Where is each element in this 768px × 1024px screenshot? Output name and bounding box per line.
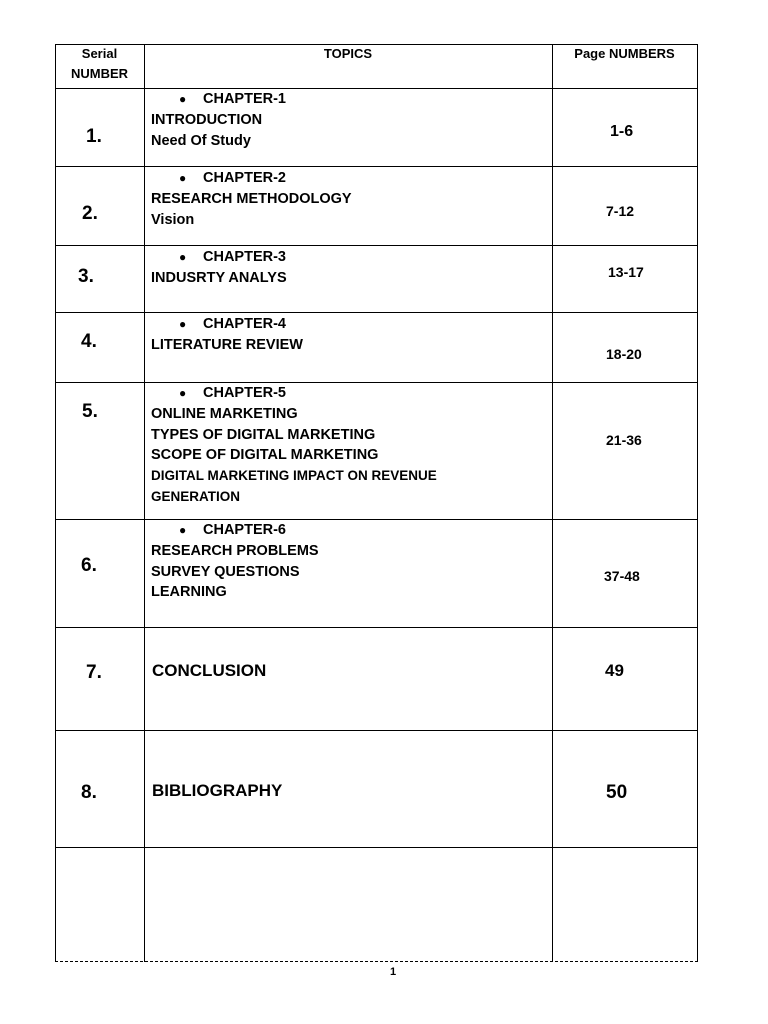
chapter-label: CHAPTER-2 [203,170,286,186]
chapter-heading [151,314,303,335]
topic-cell [151,89,286,151]
table-divider-pages [552,44,553,962]
serial-number: 7. [86,662,102,683]
table-divider-serial [144,44,145,962]
topic-cell [151,247,287,289]
header-serial-line1: Serial [81,46,118,61]
chapter-heading [151,89,286,110]
topic-item: TYPES OF DIGITAL MARKETING [151,426,376,443]
serial-number: 1. [86,126,102,147]
serial-number: 2. [82,203,98,224]
page-range: 37-48 [604,568,640,584]
chapter-label: CHAPTER-3 [203,249,286,265]
topic-item: LITERATURE REVIEW [151,336,303,353]
header-serial-line2: NUMBER [70,66,129,81]
topic-cell [151,168,352,230]
chapter-label: CHAPTER-6 [203,522,286,538]
topic-cell [151,520,319,603]
row-divider [55,166,698,167]
topic-cell [151,314,303,356]
topic-cell [151,383,437,508]
topic-item: CONCLUSION [152,661,267,680]
page-range: 1-6 [610,123,634,140]
header-serial [55,44,144,84]
topic-item: SURVEY QUESTIONS [151,563,300,580]
table-border-left [55,44,56,962]
bullet-icon: ● [179,317,187,331]
header-pages: Page NUMBERS [574,46,675,61]
serial-number: 4. [81,331,97,352]
chapter-label: CHAPTER-1 [203,91,286,107]
chapter-heading [151,247,287,268]
page-range: 21-36 [606,432,642,448]
bullet-icon: ● [179,250,187,264]
row-divider [55,312,698,313]
topic-item: LEARNING [151,584,227,601]
topic-item: GENERATION [151,488,241,504]
table-of-contents [55,44,698,962]
chapter-heading [151,520,319,541]
serial-number: 3. [78,266,94,287]
table-border-right [697,44,698,962]
bullet-icon: ● [179,171,187,185]
table-border-bottom [55,961,698,962]
serial-number: 6. [81,555,97,576]
topic-item: BIBLIOGRAPHY [152,781,283,800]
chapter-heading [151,168,352,189]
topic-item: Vision [151,211,195,228]
serial-number: 8. [81,782,97,803]
page-range: 7-12 [606,203,635,219]
page-range: 50 [606,782,628,803]
row-divider [55,245,698,246]
bullet-icon: ● [179,92,187,106]
topic-item: INTRODUCTION [151,111,263,128]
topic-item: Need Of Study [151,132,251,149]
topic-item: RESEARCH PROBLEMS [151,542,319,559]
topic-item: RESEARCH METHODOLOGY [151,190,352,207]
topic-item: INDUSRTY ANALYS [151,269,287,286]
page-range: 13-17 [608,264,644,280]
chapter-label: CHAPTER-4 [203,316,286,332]
topic-item: DIGITAL MARKETING IMPACT ON REVENUE [151,468,437,484]
header-topics: TOPICS [323,46,373,61]
bullet-icon: ● [179,523,187,537]
topic-item: SCOPE OF DIGITAL MARKETING [151,447,379,464]
row-divider [55,730,698,731]
page-range: 49 [605,661,624,680]
bullet-icon: ● [179,386,187,400]
page-range: 18-20 [606,346,642,362]
page-number: 1 [389,966,397,978]
row-divider [55,627,698,628]
chapter-label: CHAPTER-5 [203,385,286,401]
chapter-heading [151,383,437,404]
topic-item: ONLINE MARKETING [151,405,298,422]
serial-number: 5. [82,401,98,422]
row-divider [55,847,698,848]
